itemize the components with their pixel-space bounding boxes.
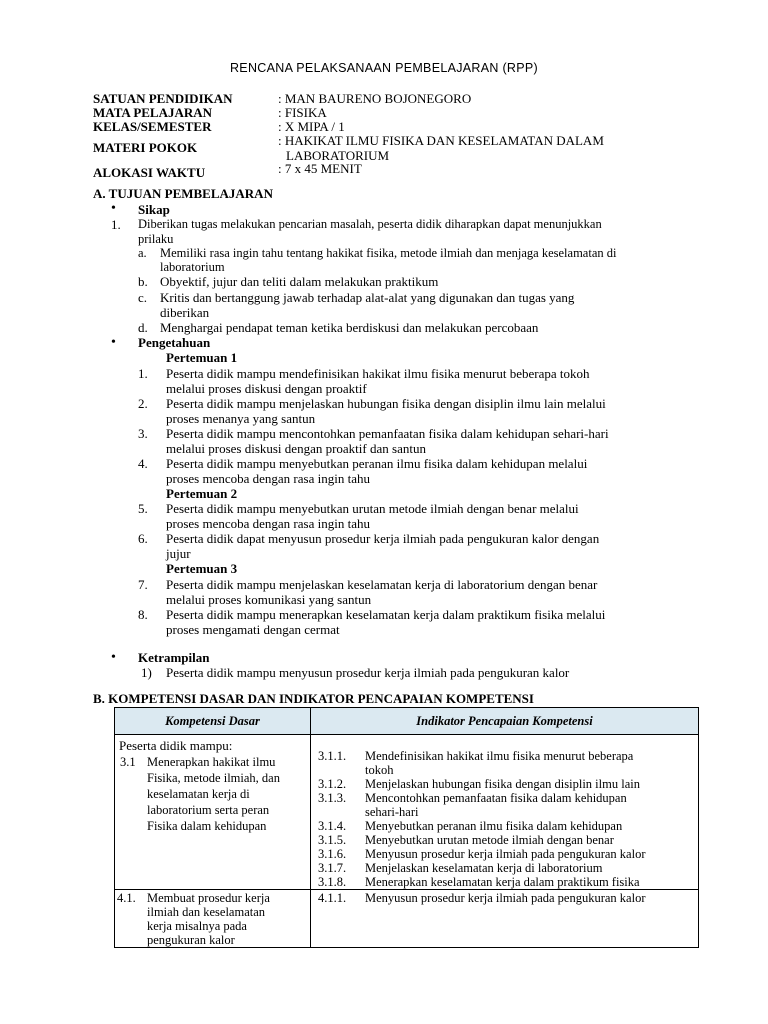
info-label: MATA PELAJARAN: [93, 105, 213, 120]
objective-line: Peserta didik mampu menjelaskan hubungan fisika dengan disiplin ilmu lain melalui: [166, 396, 606, 411]
indicator-line: Menjelaskan hubungan fisika dengan disiplin ilmu lain: [365, 777, 640, 791]
objective-line: proses menanya yang santun: [166, 411, 316, 426]
objective-num: 4.: [138, 456, 148, 471]
kd-line: Fisika, metode ilmiah, dan: [147, 771, 280, 785]
kd-cell: [115, 735, 311, 890]
info-row: [93, 133, 693, 161]
objective-num: 3.: [138, 426, 148, 441]
indicator-line: sehari-hari: [365, 805, 419, 819]
indicator-num: 3.1.8.: [318, 875, 347, 889]
table-header-kd: Kompetensi Dasar: [115, 708, 311, 735]
objective-line: melalui proses komunikasi yang santun: [166, 592, 372, 607]
kd-line: ilmiah dan keselamatan: [147, 905, 266, 919]
kd-num: 4.1.: [117, 891, 136, 905]
indicator-item: [318, 833, 698, 847]
indicator-line: Mencontohkan pemanfaatan fisika dalam kehidupan: [365, 791, 627, 805]
info-value: : 7 x 45 MENIT: [278, 161, 362, 176]
bullet: •: [111, 650, 116, 665]
indicator-num: 3.1.6.: [318, 847, 347, 861]
objective-line: proses mengamati dengan cermat: [166, 622, 340, 637]
indicator-line: Mendefinisikan hakikat ilmu fisika menurut beberapa: [365, 749, 634, 763]
info-value-line: LABORATORIUM: [286, 148, 390, 163]
indicator-line: Menyusun prosedur kerja ilmiah pada pengukuran kalor: [365, 847, 646, 861]
competency-table: [114, 707, 699, 948]
info-label: KELAS/SEMESTER: [93, 119, 212, 134]
ketrampilan-label: Ketrampilan: [138, 650, 210, 665]
objective-num: 5.: [138, 501, 148, 516]
kd-text: [147, 754, 280, 834]
sikap-intro: Diberikan tugas melakukan pencarian masalah, peserta didik diharapkan dapat menunjukkan: [138, 217, 602, 231]
indicator-num: 3.1.3.: [318, 791, 347, 805]
indicator-item: [318, 847, 698, 861]
objective-line: proses mencoba dengan rasa ingin tahu: [166, 471, 370, 486]
kd-line: Menerapkan hakikat ilmu: [147, 755, 276, 769]
indicator-num: 3.1.7.: [318, 861, 347, 875]
objective-line: Peserta didik mampu menyebutkan urutan metode ilmiah dengan benar melalui: [166, 501, 579, 516]
indicator-item: [318, 875, 698, 889]
objective-num: 8.: [138, 607, 148, 622]
sikap-num: 1.: [111, 217, 121, 232]
sikap-item: diberikan: [160, 305, 210, 320]
ipk-cell: [311, 890, 699, 948]
kd-line: Fisika dalam kehidupan: [147, 819, 267, 833]
info-row: [93, 161, 693, 180]
info-value: [278, 133, 688, 161]
identity-block: [93, 91, 693, 180]
info-value-line: : HAKIKAT ILMU FISIKA DAN KESELAMATAN DALAM: [278, 133, 604, 148]
indicator-line: Menyebutkan peranan ilmu fisika dalam kehidupan: [365, 819, 623, 833]
table-header-ipk: Indikator Pencapaian Kompetensi: [311, 708, 699, 735]
objective-num: 2.: [138, 396, 148, 411]
kd-line: kerja misalnya pada: [147, 919, 247, 933]
info-value: : X MIPA / 1: [278, 119, 345, 134]
info-label: MATERI POKOK: [93, 140, 198, 155]
section-b-heading: B. KOMPETENSI DASAR DAN INDIKATOR PENCAPAIAN KOMPETENSI: [93, 691, 534, 706]
pengetahuan-label: Pengetahuan: [138, 335, 211, 350]
indicator-line: Menyusun prosedur kerja ilmiah pada pengukuran kalor: [365, 891, 646, 905]
kd-line: keselamatan kerja di: [147, 787, 250, 801]
section-a-heading: A. TUJUAN PEMBELAJARAN: [93, 186, 273, 201]
objective-num: 6.: [138, 531, 148, 546]
objective-line: jujur: [166, 546, 191, 561]
indicator-line: tokoh: [365, 763, 394, 777]
info-row: [93, 105, 693, 119]
ketrampilan-item: Peserta didik mampu menyusun prosedur kerja ilmiah pada pengukuran kalor: [166, 665, 570, 680]
ketrampilan-num: 1): [141, 665, 152, 680]
sikap-item: Menghargai pendapat teman ketika berdiskusi dan melakukan percobaan: [160, 320, 539, 335]
indicator-item: [318, 777, 698, 791]
objective-line: melalui proses diskusi dengan proaktif: [166, 381, 367, 396]
sikap-item-key: c.: [138, 290, 148, 305]
meeting-heading: Pertemuan 2: [166, 486, 238, 501]
sikap-item: Kritis dan bertanggung jawab terhadap alat-alat yang digunakan dan tugas yang: [160, 290, 575, 305]
kd-item: [115, 890, 310, 947]
kd-cell: [115, 890, 311, 948]
sikap-intro: prilaku: [138, 232, 174, 246]
objective-line: Peserta didik mampu menyebutkan peranan ilmu fisika dalam kehidupan melalui: [166, 456, 588, 471]
kd-text: [147, 891, 270, 947]
objective-line: proses mencoba dengan rasa ingin tahu: [166, 516, 370, 531]
info-value: : FISIKA: [278, 105, 327, 120]
indicator-line: Menyebutkan urutan metode ilmiah dengan benar: [365, 833, 614, 847]
objective-line: Peserta didik mampu menjelaskan keselamatan kerja di laboratorium dengan benar: [166, 577, 598, 592]
info-row: [93, 119, 693, 133]
indicator-num: 3.1.1.: [318, 749, 347, 763]
sikap-item: Obyektif, jujur dan teliti dalam melakukan praktikum: [160, 274, 439, 289]
sikap-item-key: b.: [138, 274, 148, 289]
table-row: [115, 735, 699, 890]
sikap-item: laboratorium: [160, 260, 225, 274]
kd-num: 3.1: [120, 755, 136, 769]
objective-line: Peserta didik mampu menerapkan keselamatan kerja dalam praktikum fisika melalui: [166, 607, 606, 622]
objective-line: melalui proses diskusi dengan proaktif dan santun: [166, 441, 426, 456]
indicator-num: 3.1.5.: [318, 833, 347, 847]
sikap-item-key: d.: [138, 320, 148, 335]
kd-item: [115, 754, 310, 834]
kd-line: laboratorium serta peran: [147, 803, 270, 817]
table-header-row: [115, 708, 699, 735]
kd-line: Membuat prosedur kerja: [147, 891, 270, 905]
indicator-item: [318, 749, 698, 777]
info-label: ALOKASI WAKTU: [93, 165, 206, 180]
sikap-item: Memiliki rasa ingin tahu tentang hakikat fisika, metode ilmiah dan menjaga keselamatan di: [160, 246, 617, 260]
kd-intro: Peserta didik mampu:: [119, 738, 233, 753]
info-row: [93, 91, 693, 105]
indicator-line: Menerapkan keselamatan kerja dalam praktikum fisika: [365, 875, 640, 889]
sikap-label: Sikap: [138, 202, 170, 217]
indicator-num: 3.1.4.: [318, 819, 347, 833]
bullet: •: [111, 335, 116, 350]
table-row: [115, 890, 699, 948]
info-value: : MAN BAURENO BOJONEGORO: [278, 91, 472, 106]
page-title: RENCANA PELAKSANAAN PEMBELAJARAN (RPP): [229, 61, 538, 75]
bullet: •: [111, 201, 116, 216]
objective-line: Peserta didik dapat menyusun prosedur kerja ilmiah pada pengukuran kalor dengan: [166, 531, 600, 546]
meeting-heading: Pertemuan 1: [166, 350, 238, 365]
info-label: SATUAN PENDIDIKAN: [93, 91, 233, 106]
objective-line: Peserta didik mampu mencontohkan pemanfaatan fisika dalam kehidupan sehari-hari: [166, 426, 609, 441]
indicator-item: [318, 861, 698, 875]
indicator-num: 3.1.2.: [318, 777, 347, 791]
kd-line: pengukuran kalor: [147, 933, 235, 947]
indicator-num: 4.1.1.: [318, 891, 347, 905]
indicator-item: [318, 791, 698, 819]
objective-num: 7.: [138, 577, 148, 592]
sikap-item-key: a.: [138, 246, 147, 260]
indicator-line: Menjelaskan keselamatan kerja di laboratorium: [365, 861, 603, 875]
objective-num: 1.: [138, 366, 148, 381]
ipk-cell: [311, 735, 699, 890]
objective-line: Peserta didik mampu mendefinisikan hakikat ilmu fisika menurut beberapa tokoh: [166, 366, 590, 381]
indicator-item: [318, 891, 698, 905]
meeting-heading: Pertemuan 3: [166, 561, 238, 576]
indicator-item: [318, 819, 698, 833]
